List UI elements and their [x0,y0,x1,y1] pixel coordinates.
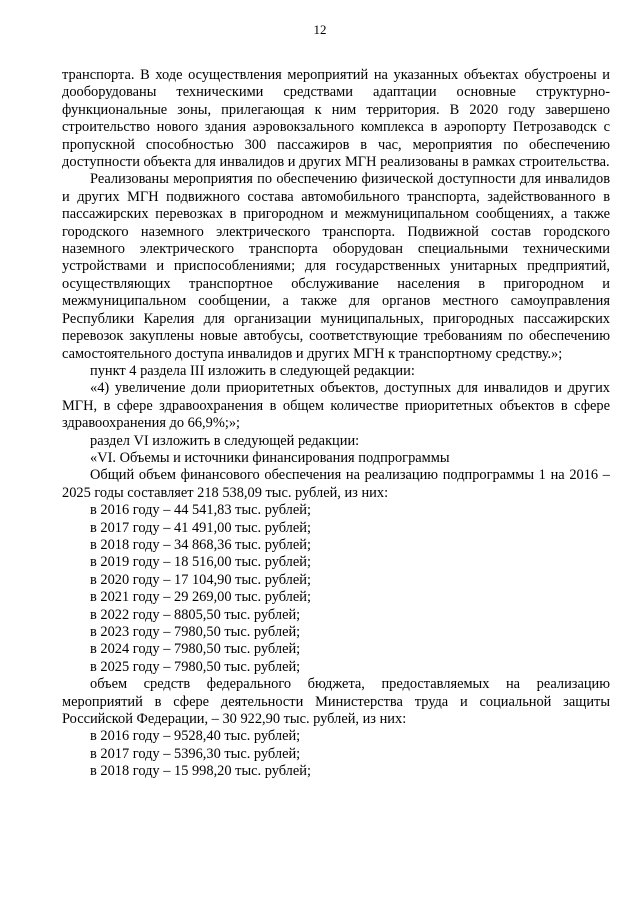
federal-year-item: в 2017 году – 5396,30 тыс. рублей; [90,745,301,762]
funding-year-item: в 2021 году – 29 269,00 тыс. рублей; [90,589,311,606]
document-body [62,67,610,781]
funding-year-item: в 2018 году – 34 868,36 тыс. рублей; [90,536,311,553]
funding-year-item: в 2017 году – 41 491,00 тыс. рублей; [90,519,311,536]
funding-year-item: в 2016 году – 44 541,83 тыс. рублей; [90,502,311,519]
section-heading: «VI. Объемы и источники финансирования подпрограммы [90,449,450,466]
page-number: 12 [313,22,327,37]
paragraph-federal-budget: объем средств федерального бюджета, предоставляемых на реализацию мероприятий в сфере деятельности Министерства труда и социальной защиты Российской Федерации, – 30 922,90 тыс. рублей, из них: [62,676,610,728]
paragraph-point4-text: «4) увеличение доли приоритетных объектов, доступных для инвалидов и других МГН, в сфере здравоохранения в общем количестве приоритетных объектов в сфере здравоохранения до 66,9%;»; [62,380,610,432]
funding-year-item: в 2024 году – 7980,50 тыс. рублей; [90,641,301,658]
federal-year-item: в 2018 году – 15 998,20 тыс. рублей; [90,763,311,780]
federal-year-item: в 2016 году – 9528,40 тыс. рублей; [90,728,301,745]
paragraph-rolling-stock: Реализованы мероприятия по обеспечению физической доступности для инвалидов и других МГН подвижного состава автомобильного транспорта, задействованного в пассажирских перевозках в пригородном и межмуниципальном сообщениях, а также городского наземного электрического транспорта. Подвижной состав городского наземного электрического транспорта оборудован специальными техническими устройствами и приспособлениями; для государственных унитарных предприятий, осуществляющих транспортное обслуживание населения в пригородном и межмуниципальном сообщении, а также для органов местного самоуправления Республики Карелия для организации муниципальных, пригородных пассажирских перевозок закуплены новые автобусы, соответствующие требованиям по обеспечению самостоятельного доступа инвалидов и других МГН к транспортному средству.»; [62,171,610,362]
funding-year-item: в 2025 году – 7980,50 тыс. рублей; [90,658,301,675]
paragraph-point4-intro: пункт 4 раздела III изложить в следующей редакции: [90,362,415,379]
funding-year-item: в 2022 году – 8805,50 тыс. рублей; [90,606,301,623]
funding-year-item: в 2023 году – 7980,50 тыс. рублей; [90,624,301,640]
paragraph-total-funding: Общий объем финансового обеспечения на реализацию подпрограммы 1 на 2016 – 2025 годы составляет 218 538,09 тыс. рублей, из них: [62,467,610,501]
funding-year-item: в 2020 году – 17 104,90 тыс. рублей; [90,571,311,588]
funding-year-item: в 2019 году – 18 516,00 тыс. рублей; [90,554,311,571]
paragraph-transport-continued: транспорта. В ходе осуществления мероприятий на указанных объектах обустроены и дооборудованы техническими средствами адаптации основные структурно-функциональные зоны, прилегающая к ним территория. В 2020 году завершено строительство нового здания аэровокзального комплекса в аэропорту Петрозаводск с пропускной способностью 300 пассажиров в час, мероприятия по обеспечению доступности объекта для инвалидов и других МГН реализованы в рамках строительства. [62,67,610,171]
paragraph-section6-intro: раздел VI изложить в следующей редакции: [90,432,360,449]
